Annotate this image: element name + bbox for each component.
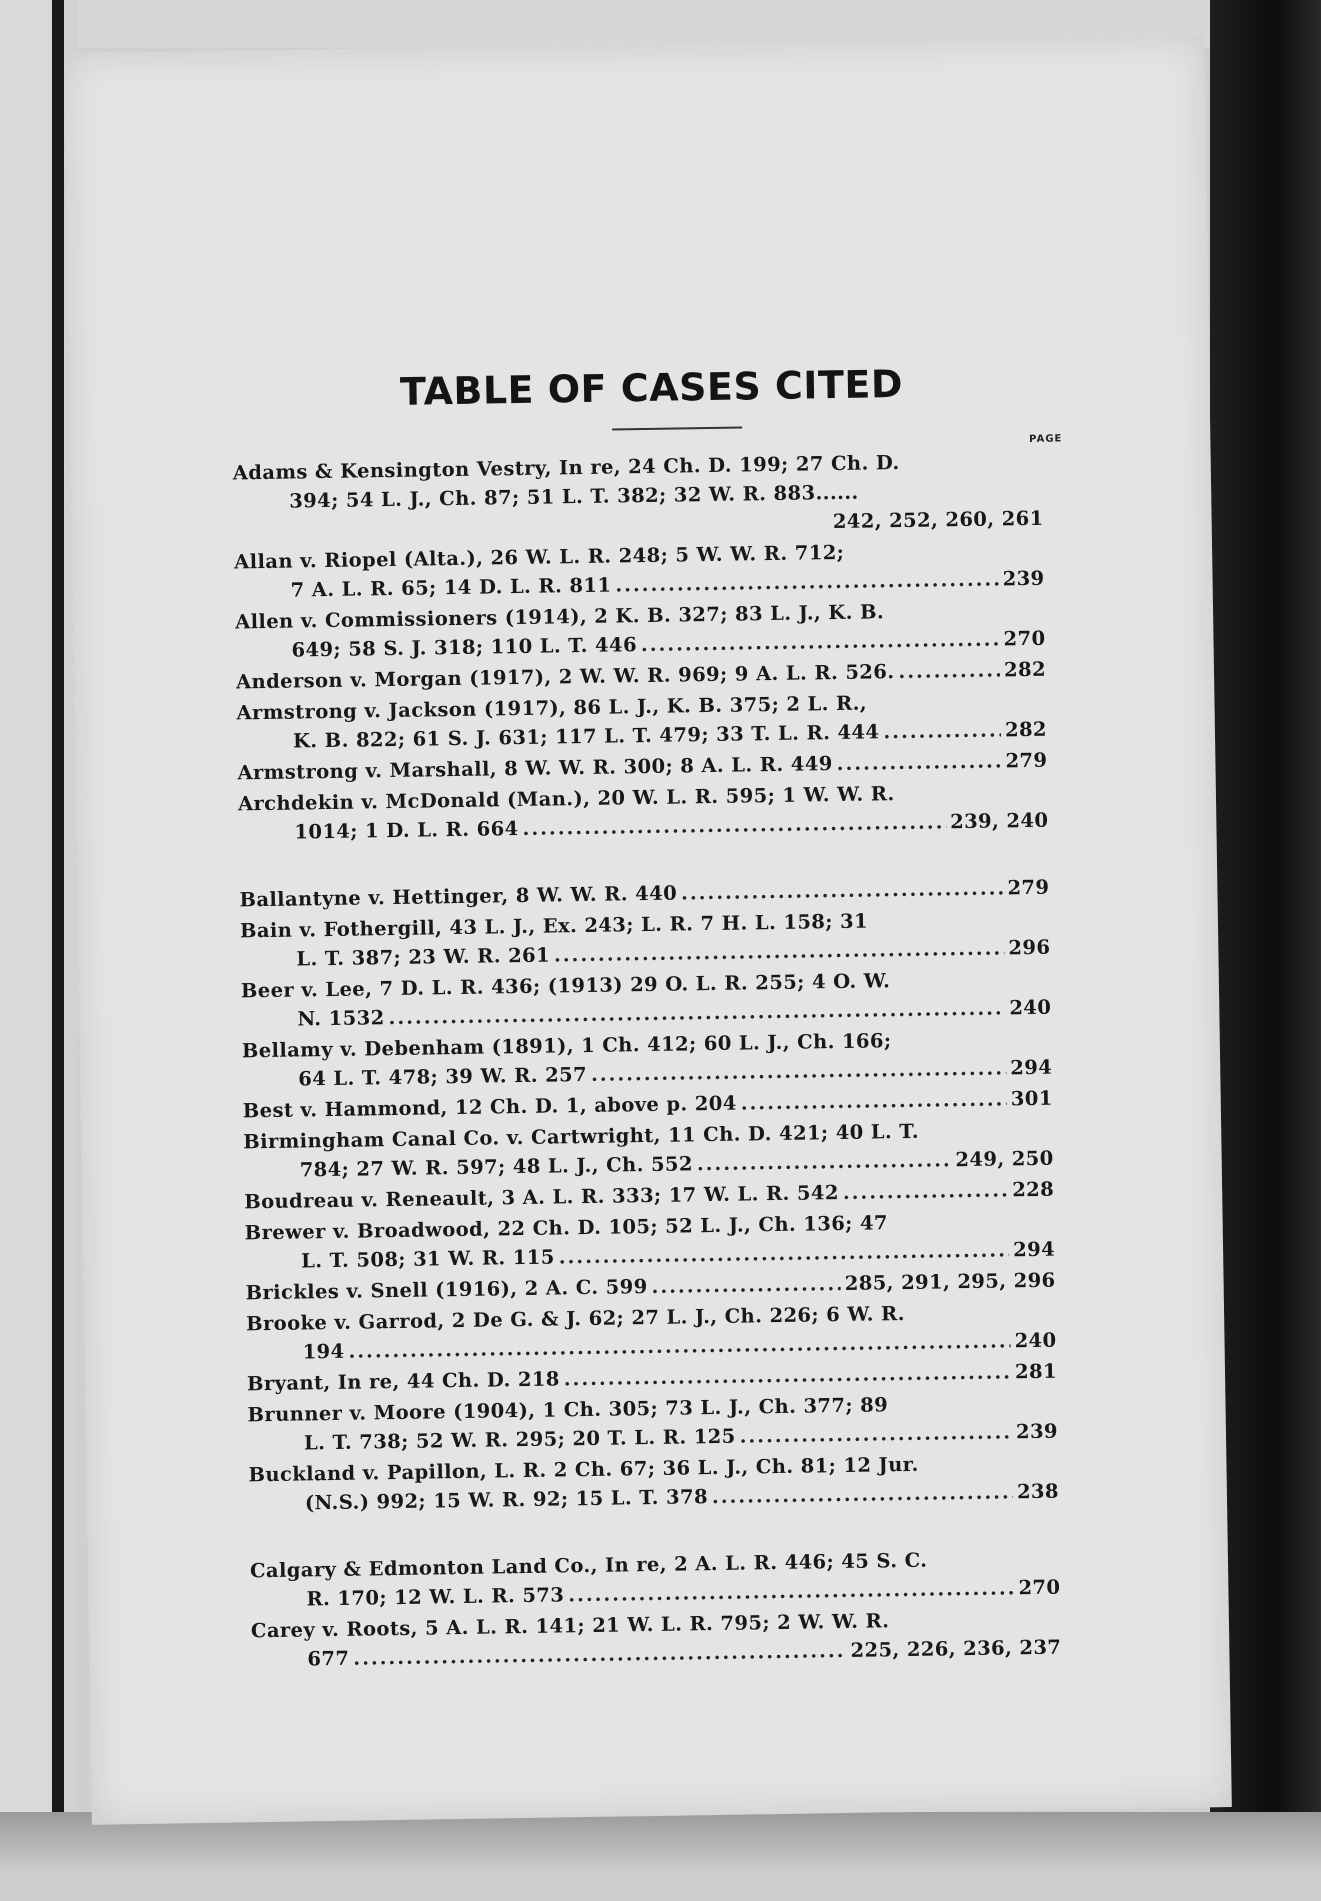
case-entry xyxy=(233,446,1044,546)
case-name-line: Adams & Kensington Vestry, In re, 24 Ch. D. 199; 27 Ch. D. xyxy=(232,450,900,485)
case-name-line: Bain v. Fothergill, 43 L. J., Ex. 243; L. R. 7 H. L. 158; 31 xyxy=(239,909,869,943)
case-entry xyxy=(241,964,1052,1035)
citation-text: Bryant, In re, 44 Ch. D. 218 xyxy=(246,1367,560,1396)
page-reference: 270 xyxy=(1003,626,1046,651)
case-name-line: Brooke v. Garrod, 2 De G. & J. 62; 27 L. J., Ch. 226; 6 W. R. xyxy=(245,1302,905,1336)
dot-leader xyxy=(615,564,999,599)
page-reference: 225, 226, 236, 237 xyxy=(850,1635,1062,1662)
citation-text: L. T. 508; 31 W. R. 115 xyxy=(300,1245,555,1273)
book-binding-left xyxy=(0,0,78,1901)
case-name-line: Buckland v. Papillon, L. R. 2 Ch. 67; 36 L. J., Ch. 81; 12 Jur. xyxy=(248,1452,919,1487)
page-reference: 239 xyxy=(1015,1419,1059,1444)
case-entry xyxy=(246,1297,1057,1368)
dot-leader xyxy=(554,933,1005,969)
citation-text: Best v. Hammond, 12 Ch. D. 1, above p. 204 xyxy=(242,1091,737,1123)
case-name-line: Allen v. Commissioners (1914), 2 K. B. 327; 83 L. J., K. B. xyxy=(234,600,885,634)
page-reference: 240 xyxy=(1009,995,1052,1020)
dot-leader xyxy=(697,1145,952,1178)
citation-text: Brickles v. Snell (1916), 2 A. C. 599 xyxy=(245,1275,648,1305)
dot-leader xyxy=(836,746,1001,778)
citation-text: R. 170; 12 W. L. R. 573 xyxy=(306,1583,565,1611)
scan-bottom-margin xyxy=(0,1812,1321,1901)
page-reference: 279 xyxy=(1007,875,1050,900)
dot-leader xyxy=(522,807,946,843)
case-entry xyxy=(250,1544,1061,1615)
citation-text: Anderson v. Morgan (1917), 2 W. W. R. 969; 9 A. L. R. 526. xyxy=(235,660,895,694)
citation-text: L. T. 738; 52 W. R. 295; 20 T. L. R. 125 xyxy=(303,1424,736,1455)
book-page xyxy=(64,35,1232,1825)
page-reference: 294 xyxy=(1010,1055,1053,1080)
page-reference: 282 xyxy=(1003,657,1047,682)
case-entry xyxy=(247,1388,1058,1459)
dot-leader xyxy=(712,1477,1013,1511)
citation-text: 677 xyxy=(307,1646,350,1671)
dot-leader xyxy=(681,873,1004,907)
case-entry xyxy=(236,686,1047,757)
citation-text: Boudreau v. Reneault, 3 A. L. R. 333; 17 W. L. R. 542 xyxy=(244,1181,840,1214)
citation-text: 7 A. L. R. 65; 14 D. L. R. 811 xyxy=(290,573,612,602)
page-reference: 296 xyxy=(1008,935,1051,960)
page-reference: 242, 252, 260, 261 xyxy=(832,506,1044,534)
dot-leader xyxy=(843,1175,1009,1207)
case-entry xyxy=(240,904,1051,975)
case-name-line: Birmingham Canal Co. v. Cartwright, 11 Ch. D. 421; 40 L. T. xyxy=(243,1119,920,1154)
case-citation-line: 394; 54 L. J., Ch. 87; 51 L. T. 382; 32 W. R. 883...... xyxy=(289,480,859,513)
page-reference: 281 xyxy=(1014,1359,1058,1384)
dot-leader xyxy=(564,1357,1012,1393)
case-name-line: Archdekin v. McDonald (Man.), 20 W. L. R. 595; 1 W. W. R. xyxy=(237,782,895,816)
case-entry xyxy=(251,1604,1062,1675)
dot-leader xyxy=(883,715,1001,746)
page-reference: 270 xyxy=(1018,1575,1061,1600)
page-reference: 301 xyxy=(1010,1086,1053,1111)
citation-text: L. T. 387; 23 W. R. 261 xyxy=(296,943,551,971)
case-name-line: Calgary & Edmonton Land Co., In re, 2 A. L. R. 446; 45 S. C. xyxy=(249,1548,928,1583)
page-title: TABLE OF CASES CITED xyxy=(399,361,904,414)
case-name-line: Armstrong v. Jackson (1917), 86 L. J., K. B. 375; 2 L. R., xyxy=(236,691,868,725)
citation-text: N. 1532 xyxy=(297,1006,385,1031)
dot-leader xyxy=(641,624,1000,659)
page-column-label: PAGE xyxy=(1029,433,1063,445)
case-entry xyxy=(235,595,1046,666)
dot-leader xyxy=(741,1084,1008,1117)
dot-leader xyxy=(898,655,1000,686)
citation-text: 64 L. T. 478; 39 W. R. 257 xyxy=(298,1062,588,1091)
case-name-line: Brunner v. Moore (1904), 1 Ch. 305; 73 L. J., Ch. 377; 89 xyxy=(247,1393,889,1427)
dot-leader xyxy=(591,1053,1007,1089)
case-entry xyxy=(243,1115,1054,1186)
citation-text: K. B. 822; 61 S. J. 631; 117 L. T. 479; 33 T. L. R. 444 xyxy=(292,720,880,753)
page-reference: 282 xyxy=(1004,717,1048,742)
citation-text: (N.S.) 992; 15 W. R. 92; 15 L. T. 378 xyxy=(304,1485,709,1515)
page-reference: 294 xyxy=(1012,1237,1056,1262)
citation-text: 649; 58 S. J. 318; 110 L. T. 446 xyxy=(291,633,638,662)
case-entry xyxy=(234,535,1045,606)
case-name-line: Brewer v. Broadwood, 22 Ch. D. 105; 52 L. J., Ch. 136; 47 xyxy=(244,1211,889,1245)
case-list xyxy=(233,446,1062,1675)
page-reference: 239, 240 xyxy=(949,808,1049,834)
citation-text: Ballantyne v. Hettinger, 8 W. W. R. 440 xyxy=(239,881,678,912)
case-entry xyxy=(248,1448,1059,1519)
case-entry xyxy=(244,1206,1055,1277)
dot-leader xyxy=(559,1235,1010,1271)
case-entry xyxy=(242,1024,1053,1095)
case-name-line: Bellamy v. Debenham (1891), 1 Ch. 412; 60 L. J., Ch. 166; xyxy=(241,1029,892,1063)
case-name-line: Allan v. Riopel (Alta.), 26 W. L. R. 248; 5 W. W. R. 712; xyxy=(233,540,845,574)
case-name-line: Beer v. Lee, 7 D. L. R. 436; (1913) 29 O. L. R. 255; 4 O. W. xyxy=(240,969,891,1003)
dot-leader xyxy=(739,1417,1012,1450)
page-reference: 228 xyxy=(1012,1177,1055,1202)
dot-leader xyxy=(651,1269,841,1301)
citation-text: 194 xyxy=(302,1339,345,1364)
citation-text: 1014; 1 D. L. R. 664 xyxy=(294,817,519,844)
page-reference: 249, 250 xyxy=(955,1146,1054,1172)
page-reference: 240 xyxy=(1014,1328,1057,1353)
page-reference: 239 xyxy=(1002,566,1045,591)
case-name-line: Carey v. Roots, 5 A. L. R. 141; 21 W. L. R. 795; 2 W. W. R. xyxy=(250,1609,890,1643)
page-reference: 285, 291, 295, 296 xyxy=(844,1268,1056,1295)
title-rule xyxy=(612,426,742,430)
page-reference: 238 xyxy=(1016,1479,1060,1504)
case-entry xyxy=(238,777,1049,848)
citation-text: Armstrong v. Marshall, 8 W. W. R. 300; 8 A. L. R. 449 xyxy=(237,752,833,785)
page-reference: 279 xyxy=(1005,748,1048,773)
page-content xyxy=(231,360,1061,1675)
dot-leader xyxy=(568,1573,1015,1609)
citation-text: 784; 27 W. R. 597; 48 L. J., Ch. 552 xyxy=(299,1152,694,1182)
